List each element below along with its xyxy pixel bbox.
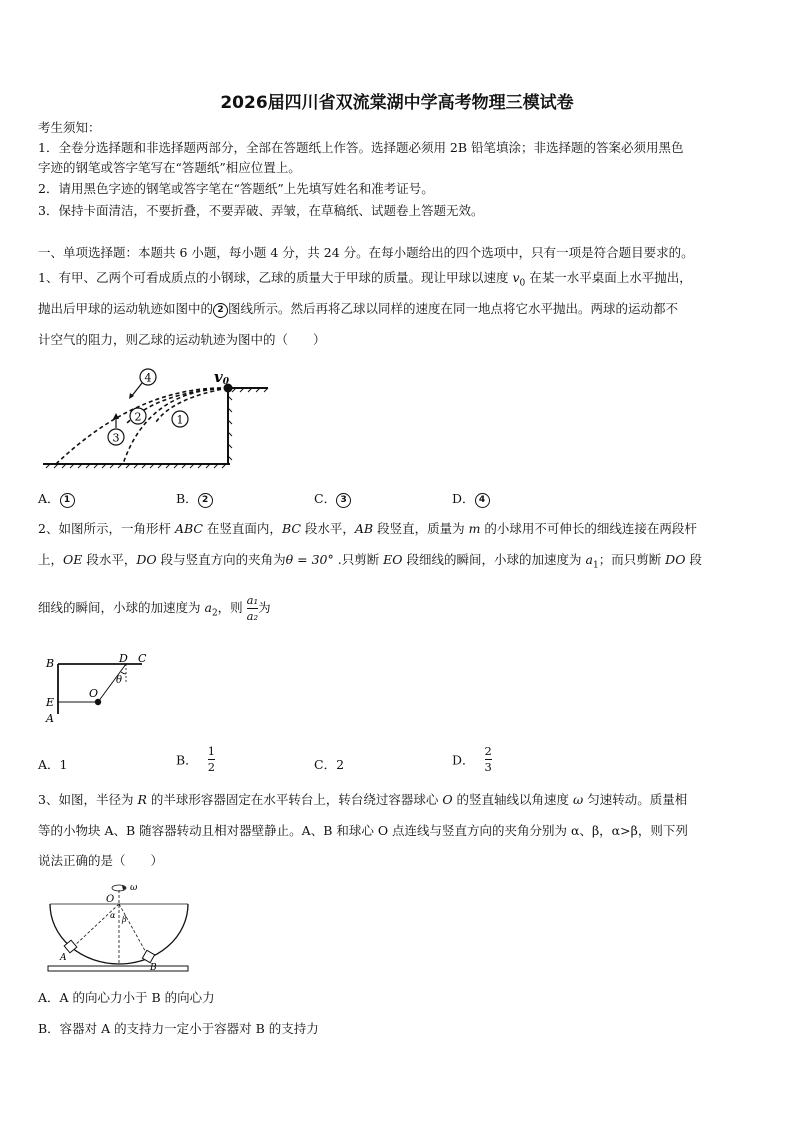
q2-var: EO: [383, 552, 403, 567]
option-value: 2: [336, 757, 345, 772]
label-theta: θ: [116, 675, 123, 686]
q3-text: 的半球形容器固定在水平转台上，转台绕过容器球心: [146, 792, 443, 807]
circled-number: 1: [60, 493, 75, 508]
option-letter: C．: [314, 757, 337, 772]
question-3-line: 等的小物块 A、B 随容器转动且相对器壁静止。A、B 和球心 O 点连线与竖直方向的夹角分别为 α、β，α>β，则下列: [38, 823, 688, 838]
q1-text: 1、有甲、乙两个可看成质点的小钢球，乙球的质量大于甲球的质量。现让甲球以速度: [38, 270, 513, 285]
q1-text: 在某一水平桌面上水平抛出，: [525, 270, 692, 285]
question-1-line: [38, 300, 678, 318]
q2-var: m: [468, 521, 481, 536]
option-fraction: [208, 745, 215, 774]
question-3-line: [38, 791, 687, 809]
label-a: A: [46, 712, 54, 725]
circle-1-label: 1: [176, 413, 184, 427]
circled-number: 3: [336, 493, 351, 508]
circled-number: 2: [213, 303, 228, 318]
q1-v0-sub: 0: [519, 278, 526, 289]
q2-rod-figure: [44, 652, 154, 726]
q3-option-a[interactable]: A．A 的向心力小于 B 的向心力: [38, 990, 215, 1005]
circled-number: 2: [198, 493, 213, 508]
q3-bowl-figure: [44, 880, 194, 976]
q2-var: ABC: [174, 521, 203, 536]
q2-var: DO: [136, 552, 157, 567]
notice-item: 1．全卷分选择题和非选择题两部分，全部在答题纸上作答。选择题必须用 2B 铅笔填涂；非选择题的答案必须用黑色: [38, 140, 684, 155]
option-letter: A．: [38, 491, 60, 506]
label-beta: β: [122, 915, 127, 924]
circled-number: 4: [475, 493, 490, 508]
q1-option-a[interactable]: [38, 489, 75, 508]
option-letter: B．: [176, 752, 198, 768]
q2-text: 段: [685, 552, 702, 567]
q1-option-c[interactable]: [314, 489, 351, 508]
q2-text: 2、如图所示，一角形杆: [38, 521, 175, 536]
q2-var: BC: [281, 521, 301, 536]
section-heading: 一、单项选择题：本题共 6 小题，每小题 4 分，共 24 分。在每小题给出的四个选项中，只有一项是符合题目要求的。: [38, 245, 694, 260]
q2-text: 在竖直面内，: [202, 521, 282, 536]
q2-theta: θ = 30°: [285, 552, 334, 567]
q3-text: 3、如图，半径为: [38, 792, 138, 807]
notice-heading: 考生须知：: [38, 120, 101, 135]
q2-text: 为: [258, 600, 271, 615]
label-o: O: [106, 894, 115, 905]
q3-text: 匀速转动。质量相: [583, 792, 688, 807]
option-letter: C．: [314, 491, 337, 506]
q2-var: AB: [354, 521, 374, 536]
notice-item: 2．请用黑色字迹的钢笔或答字笔在“答题纸”上先填写姓名和准考证号。: [38, 181, 434, 196]
q2-text: 段水平，: [300, 521, 355, 536]
q3-var: O: [442, 792, 453, 807]
q2-text: ；而只剪断: [598, 552, 666, 567]
exam-title: 2026届四川省双流棠湖中学高考物理三模试卷: [220, 93, 574, 113]
label-c: C: [138, 652, 147, 665]
q1-text: 抛出后甲球的运动轨迹如图中的: [38, 301, 214, 316]
q2-option-a[interactable]: [38, 755, 67, 773]
q2-var: a: [204, 600, 212, 615]
label-a: A: [60, 953, 67, 963]
q2-option-b[interactable]: [176, 745, 215, 774]
option-value: 1: [59, 757, 68, 772]
q2-text: 段水平，: [82, 552, 137, 567]
trajectory-4: [56, 388, 228, 464]
q2-option-c[interactable]: [314, 755, 344, 773]
q2-fraction: [247, 594, 258, 623]
label-alpha: α: [110, 911, 116, 920]
q1-option-d[interactable]: [452, 489, 490, 508]
option-letter: B．: [176, 491, 198, 506]
q3-text: 的竖直轴线以角速度: [452, 792, 574, 807]
q2-text: .只剪断: [333, 552, 384, 567]
q2-var: OE: [63, 552, 83, 567]
q2-text: 细线的瞬间，小球的加速度为: [38, 600, 205, 615]
block-b: [142, 950, 154, 962]
option-letter: D．: [452, 752, 475, 768]
q2-text: 段细线的瞬间，小球的加速度为: [402, 552, 586, 567]
label-b: B: [46, 657, 55, 670]
fig-v0-label: v0: [214, 368, 229, 387]
q2-option-d[interactable]: [452, 745, 492, 774]
question-3-line: 说法正确的是（ ）: [38, 853, 164, 868]
circle-4-label: 4: [144, 371, 152, 385]
q2-text: 的小球用不可伸长的细线连接在两段杆: [480, 521, 697, 536]
q1-text: 图线所示。然后再将乙球以同样的速度在同一地点将它水平抛出。两球的运动都不: [228, 301, 679, 316]
q3-var: ω: [573, 792, 584, 807]
circle-3-label: 3: [112, 431, 120, 445]
question-2-line: [38, 551, 702, 575]
frac-den: 3: [484, 760, 492, 774]
notice-item: 3．保持卡面清洁，不要折叠，不要弄破、弄皱，在草稿纸、试题卷上答题无效。: [38, 203, 484, 218]
q2-text: ，则: [217, 600, 243, 615]
frac-den: a₂: [246, 609, 259, 623]
q1-trajectory-figure: [38, 364, 278, 474]
q2-var: DO: [665, 552, 686, 567]
notice-item: 字迹的钢笔或答字笔写在“答题纸”相应位置上。: [38, 160, 301, 175]
frac-num: 2: [484, 744, 492, 758]
option-letter: A．: [38, 757, 60, 772]
q3-option-b[interactable]: B．容器对 A 的支持力一定小于容器对 B 的支持力: [38, 1021, 319, 1036]
q1-v0: v: [512, 270, 520, 285]
q2-text: 上，: [38, 552, 64, 567]
label-e: E: [46, 696, 55, 709]
label-b: B: [150, 963, 157, 973]
frac-num: 1: [207, 744, 216, 758]
question-2-line: [38, 594, 271, 623]
frac-den: 2: [207, 760, 216, 774]
q2-text: 段与竖直方向的夹角为: [156, 552, 286, 567]
frac-num: a₁: [246, 593, 259, 607]
q2-sub: 1: [592, 560, 599, 571]
label-d: D: [119, 652, 128, 665]
question-1-line: 计空气的阻力，则乙球的运动轨迹为图中的（ ）: [38, 332, 326, 347]
q3-var: R: [137, 792, 147, 807]
circle-2-label: 2: [134, 410, 142, 424]
q2-text: 段竖直，质量为: [373, 521, 469, 536]
label-o: O: [89, 687, 99, 700]
q2-var: a: [585, 552, 593, 567]
question-1-line: [38, 269, 692, 293]
option-letter: D．: [452, 491, 475, 506]
q1-option-b[interactable]: [176, 489, 213, 508]
q2-sub: 2: [211, 608, 218, 619]
question-2-line: [38, 520, 697, 538]
label-omega: ω: [130, 883, 138, 893]
option-fraction: [485, 745, 492, 774]
